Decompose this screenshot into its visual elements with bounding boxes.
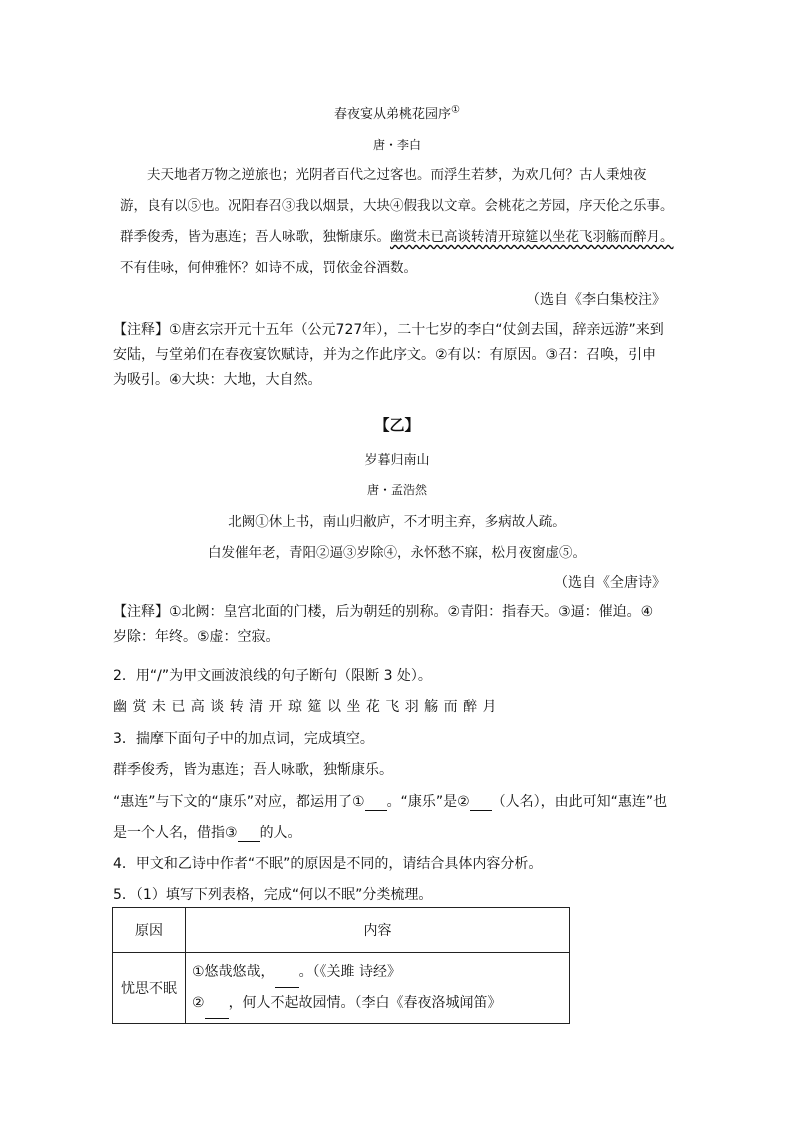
jia-notes: [113, 318, 683, 393]
jia-author: 唐・李白: [372, 138, 421, 152]
yi-source: （选自《全唐诗》: [554, 575, 666, 591]
yi-note-line-2: 岁除：年终。⑤虚：空寂。: [113, 629, 280, 645]
jia-wavy-sentence: 幽赏未已高谈转清开琼筵以坐花飞羽觞而醉月。: [390, 229, 674, 245]
yi-line-1: 北阙①休上书，南山归敝庐，不才明主弃，多病故人疏。: [228, 514, 566, 530]
jia-line-1: 夫天地者万物之逆旅也；光阴者百代之过客也。而浮生若梦，为欢几何？古人秉烛夜: [147, 167, 647, 183]
table-item-1-b: 。（《关雎 诗经》: [298, 964, 402, 980]
table-header-reason: 原因: [113, 908, 186, 953]
question-2-sentence: 幽 赏 未 已 高 谈 转 清 开 琼 筵 以 坐 花 飞 羽 觞 而 醉 月: [113, 699, 498, 715]
q3-blank-2[interactable]: [470, 794, 492, 811]
q3-fill-e: 的人。: [259, 825, 302, 841]
jia-line-4: 不有佳咏，何伸雅怀？如诗不成，罚依金谷酒数。: [120, 260, 417, 276]
q3-fill-a: “惠连”与下文的“康乐”对应，都运用了①: [113, 794, 365, 810]
table-item-1: [192, 957, 563, 988]
table-item-2-a: ②: [192, 995, 205, 1011]
jia-title-text: 春夜宴从弟桃花园序: [334, 107, 452, 122]
table-blank-1[interactable]: [275, 957, 299, 988]
question-4: 4．甲文和乙诗中作者“不眠”的原因是不同的，请结合具体内容分析。: [113, 856, 543, 872]
jia-source: （选自《李白集校注》: [526, 292, 666, 308]
table-item-1-a: ①悠哉悠哉，: [192, 964, 275, 980]
q3-blank-3[interactable]: [238, 825, 260, 842]
jia-note-line-1: 【注释】①唐玄宗开元十五年（公元727年），二十七岁的李白“仗剑去国，辞亲远游”来到: [113, 322, 664, 338]
question-3: 3．揣摩下面句子中的加点词，完成填空。: [113, 731, 374, 747]
yi-author: 唐・孟浩然: [366, 483, 427, 497]
jia-note-line-2: 安陆，与堂弟们在春夜宴饮赋诗，并为之作此序文。②有以：有原因。③召：召唤，引申: [113, 347, 657, 363]
table-row: [113, 953, 570, 1024]
yi-notes: [113, 600, 683, 650]
yi-line-2: 白发催年老，青阳②逼③岁除④，永怀愁不寐，松月夜窗虚⑤。: [208, 545, 586, 561]
question-3-fill-line-2: [113, 822, 302, 842]
q3-fill-d: 是一个人名，借指③: [113, 825, 238, 841]
q3-blank-1[interactable]: [365, 794, 387, 811]
yi-section-mark: 【乙】: [374, 416, 420, 434]
question-2: 2．用“/”为甲文画波浪线的句子断句（限断 3 处）。: [113, 668, 432, 684]
jia-title-note-mark: ①: [451, 104, 460, 116]
question-3-sentence: 群季俊秀，皆为惠连；吾人咏歌，独惭康乐。: [113, 762, 393, 778]
jia-note-line-3: 为吸引。④大块：大地，大自然。: [113, 372, 322, 388]
jia-line-3-text: 群季俊秀，皆为惠连；吾人咏歌，独惭康乐。: [120, 229, 390, 245]
yi-note-line-1: 【注释】①北阙：皇宫北面的门楼，后为朝廷的别称。②青阳：指春天。③逼：催迫。④: [113, 604, 654, 620]
jia-title: [0, 103, 794, 122]
table-row-label: 忧思不眠: [113, 953, 186, 1024]
question-5: 5．（1）填写下列表格，完成“何以不眠”分类梳理。: [113, 887, 433, 903]
jia-text: [120, 160, 685, 284]
table-header-content: 内容: [186, 908, 570, 953]
jia-line-2: 游，良有以⑤也。况阳春召③我以烟景，大块④假我以文章。会桃花之芳园，序天伦之乐事。: [120, 198, 674, 214]
table-header-row: [113, 908, 570, 953]
table-item-2-b: ，何人不起故园情。（李白《春夜洛城闻笛》: [228, 995, 502, 1011]
table-row-content: [186, 953, 570, 1024]
yi-title: 岁暮归南山: [364, 453, 430, 468]
table-blank-2[interactable]: [205, 988, 229, 1019]
q3-fill-b: 。“康乐”是②: [386, 794, 470, 810]
question-3-fill-line-1: [113, 791, 667, 811]
jia-line-3: [120, 222, 685, 253]
q3-fill-c: （人名），由此可知“惠连”也: [491, 794, 668, 810]
table-item-2: [192, 988, 563, 1019]
classification-table: [112, 907, 570, 1024]
